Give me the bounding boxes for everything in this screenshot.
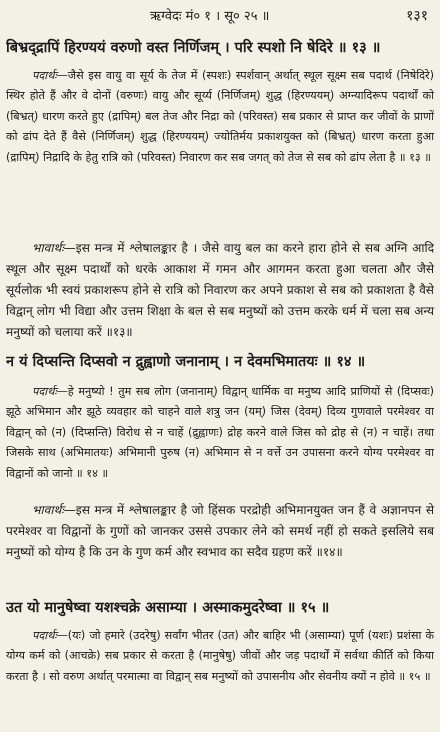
padartha-13 [6, 66, 434, 168]
bhavartha-text: इस मन्त्र में श्लेषालङ्कार है । जैसे वायु बल का करने हारा होने से सब अग्नि आदि स्थूल और सूक्ष्म पदार्थों को धरके आकाश में गमन और आगमन करता हुआ चलता और जैसे सूर्यलोक भी स्वयं प्रकाशरूप होने से रात्रि को निवारण कर अपने प्रकाश से सब को प्रकाशता है वैसे विद्वान् लोग भी विद्या और उत्तम शिक्षा के बल से सब मनुष्यों को उत्तम करके धर्म में चला सब अन्य मनुष्यों को चलाया करें ॥१३॥ [6, 241, 434, 339]
bhavartha-14 [6, 500, 434, 563]
running-title: ऋग्वेदः मं० १ । सू० २५ ॥ [150, 9, 270, 24]
padartha-label: पदार्थः— [32, 69, 68, 82]
page-number: १३१ [406, 8, 428, 24]
padartha-14 [6, 382, 434, 484]
bhavartha-13 [6, 238, 434, 343]
padartha-text: जैसे इस वायु वा सूर्य के तेज में (स्पशः) स्पर्शवान् अर्थात् स्थूल सूक्ष्म सब पदार्थ (निषेदिरे) स्थिर होते हैं और वे दोनों (वरुणः) वायु और सूर्य्य (निर्णिजम्) शुद्ध (हिरण्ययम्) अग्न्यादिरूप पदार्थों को (बिभ्रत्) धारण करते हुए (द्रापिम्) बल तेज और निद्रा को (परिवस्त) सब प्रकार से प्राप्त कर जीवों के प्राणों को ढांप देते हैं वैसे (निर्णिजम्) शुद्ध (हिरण्ययम्) ज्योतिर्मय प्रकाशयुक्त को (बिभ्रत्) धारण करता हुआ (द्रापिम्) निद्रादि के हेतु रात्रि को (परिवस्त) निवारण कर सब जगत् को तेज से सब को ढांप लेता है ॥ १३ ॥ [6, 69, 434, 164]
padartha-label: पदार्थः— [32, 385, 68, 398]
mantra-15: उत यो मानुषेष्वा यशश्चक्रे असाम्या । अस्माकमुदरेष्वा ॥ १५ ॥ [6, 599, 330, 616]
padartha-text: हे मनुष्यो ! तुम सब लोग (जनानाम्) विद्वान् धार्मिक वा मनुष्य आदि प्राणियों से (दिप्सवः) झूठे अभिमान और झूठे व्यवहार को चाहने वाले शत्रु जन (यम्) जिस (देवम्) दिव्य गुणवाले परमेश्वर वा विद्वान् को (न) (दिप्सन्ति) विरोध से न चाहें (द्रुह्वाणः) द्रोह करने वाले जिस को द्रोह से (न) न चाहें। तथा जिसके साथ (अभिमातयः) अभिमानी पुरुष (न) अभिमान से न वर्त्ते उन उपासना करने योग्य परमेश्वर वा विद्वानों को जानो ॥ १४ ॥ [6, 385, 434, 480]
bhavartha-label: भावार्थः— [32, 503, 76, 517]
mantra-13: बिभ्रद्द्रापिं हिरण्ययं वरुणो वस्त निर्णिजम् । परि स्पशो नि षेदिरे ॥ १३ ॥ [6, 39, 381, 56]
padartha-label: पदार्थः— [32, 629, 68, 642]
padartha-text: (यः) जो हमारे (उदरेषु) सर्वांग भीतर (उत) और बाहिर भी (असाम्या) पूर्ण (यशः) प्रशंसा के योग्य कर्म को (आचक्रे) सब प्रकार से करता है (मानुषेषु) जीवों और जड़ पदार्थों में सर्वथा कीर्ति को किया करता है । सो वरुण अर्थात् परमात्मा वा विद्वान् सब मनुष्यों को उपासनीय और सेवनीय क्यों न होवे ॥ १५ ॥ [6, 629, 434, 683]
bhavartha-label: भावार्थः— [32, 241, 76, 255]
mantra-14: न यं दिप्सन्ति दिप्सवो न द्रुह्वाणो जनानाम् । न देवमभिमातयः ॥ १४ ॥ [6, 353, 366, 370]
bhavartha-text: इस मन्त्र में श्लेषालङ्कार है जो हिंसक परद्रोही अभिमानयुक्त जन हैं वे अज्ञानपन से परमेश्वर वा विद्वानों के गुणों को जानकर उससे उपकार लेने को समर्थ नहीं हो सकते इसलिये सब मनुष्यों को योग्य है कि उन के गुण कर्म और स्वभाव का सदैव ग्रहण करें ॥१४॥ [6, 503, 434, 559]
page-header [0, 2, 440, 28]
padartha-15 [6, 626, 434, 687]
